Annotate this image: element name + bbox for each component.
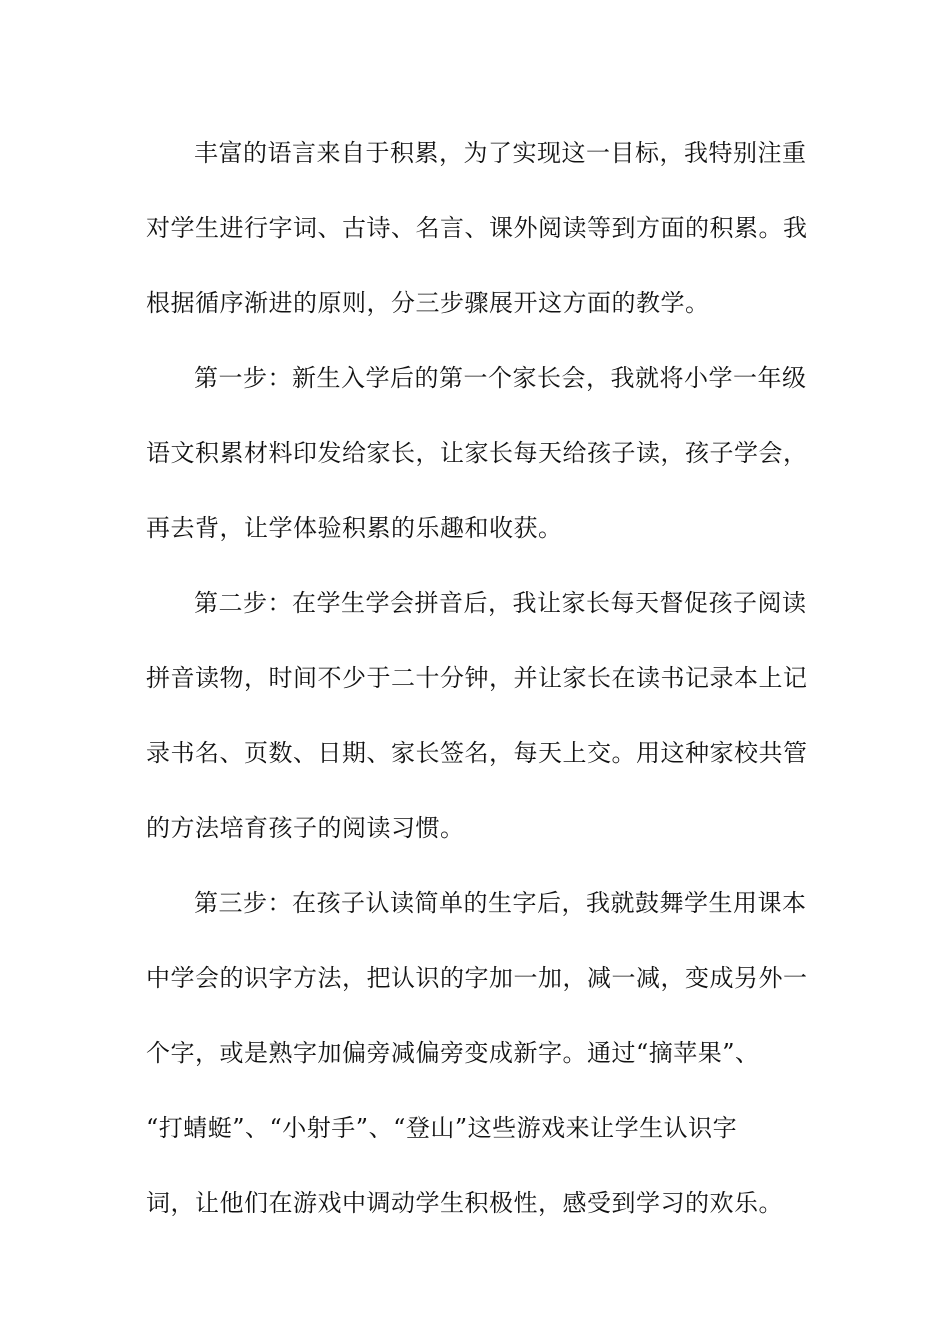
paragraph-3-line-4: 的方法培育孩子的阅读习惯。: [146, 814, 465, 842]
paragraph-4-line-4: “打蜻蜓”、“小射手”、“登山”这些游戏来让学生认识字: [146, 1114, 738, 1142]
paragraph-4-line-2: 中学会的识字方法，把认识的字加一加，减一减，变成另外一: [146, 964, 808, 992]
paragraph-2-line-1: 第一步：新生入学后的第一个家长会，我就将小学一年级: [194, 364, 807, 392]
paragraph-3-line-1: 第二步：在学生学会拼音后，我让家长每天督促孩子阅读: [194, 589, 807, 617]
paragraph-4-line-1: 第三步：在孩子认读简单的生字后，我就鼓舞学生用课本: [194, 889, 807, 917]
paragraph-4-line-3: 个字，或是熟字加偏旁减偏旁变成新字。通过“摘苹果”、: [146, 1039, 760, 1067]
paragraph-3-line-2: 拼音读物，时间不少于二十分钟，并让家长在读书记录本上记: [146, 664, 808, 692]
paragraph-1-line-3: 根据循序渐进的原则，分三步骤展开这方面的教学。: [146, 289, 710, 317]
paragraph-4-line-5: 词，让他们在游戏中调动学生积极性，感受到学习的欢乐。: [146, 1189, 783, 1217]
paragraph-2-line-2: 语文积累材料印发给家长，让家长每天给孩子读，孩子学会，: [146, 439, 808, 467]
paragraph-1-line-2: 对学生进行字词、古诗、名言、课外阅读等到方面的积累。我: [146, 214, 808, 242]
paragraph-3-line-3: 录书名、页数、日期、家长签名，每天上交。用这种家校共管: [146, 739, 808, 767]
paragraph-1-line-1: 丰富的语言来自于积累，为了实现这一目标，我特别注重: [194, 139, 807, 167]
paragraph-2-line-3: 再去背，让学体验积累的乐趣和收获。: [146, 514, 563, 542]
